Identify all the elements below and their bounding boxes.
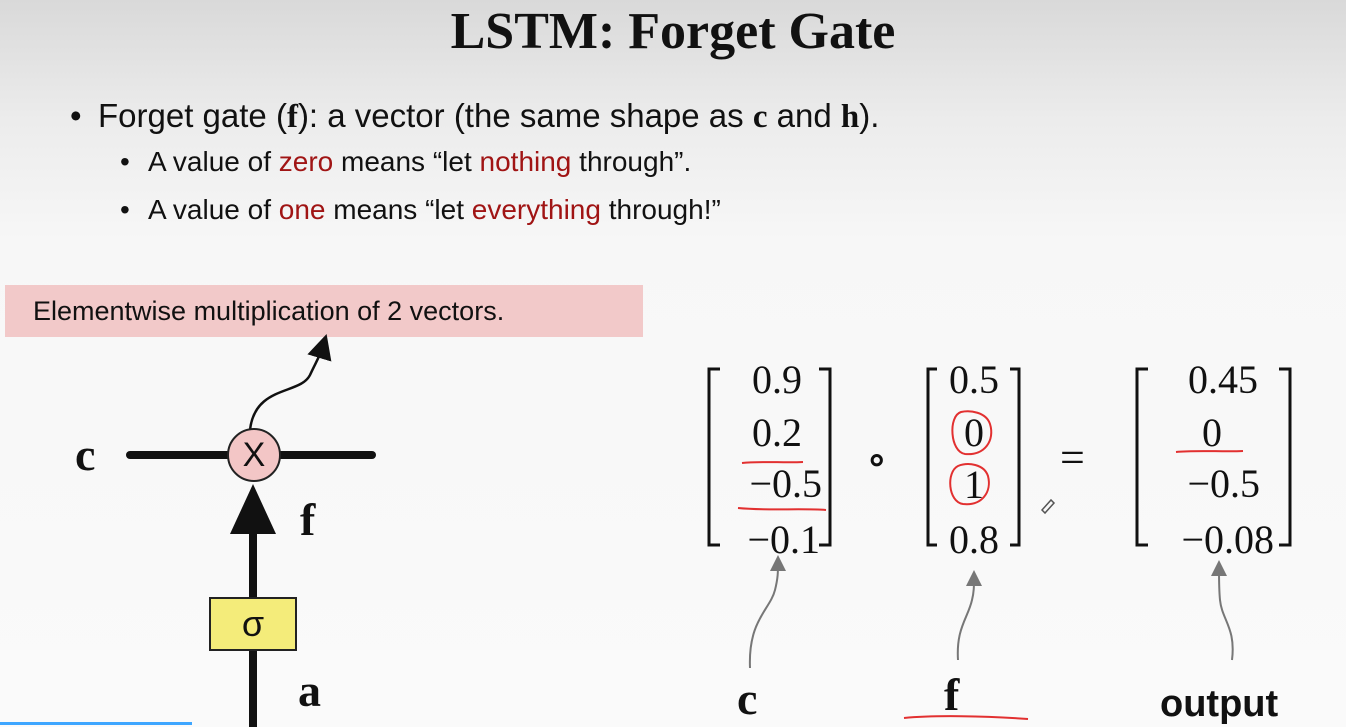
arrow-output	[1219, 568, 1233, 660]
label-pointer-arrows	[750, 563, 1233, 668]
matrix-f-value: 0.5	[949, 357, 999, 402]
diagram-label-c: c	[75, 429, 96, 480]
underline-c-row3	[738, 508, 826, 510]
multiply-node: X	[227, 428, 281, 482]
callout-box: Elementwise multiplication of 2 vectors.	[5, 285, 643, 337]
diagram-label-f: f	[300, 494, 316, 545]
pen-cursor-icon	[1042, 500, 1054, 513]
matrix-c-value: 0.9	[752, 357, 802, 402]
matrix-c-value: 0.2	[752, 410, 802, 455]
matrix-output-value: 0	[1202, 410, 1222, 455]
hadamard-operator: ∘	[866, 435, 888, 484]
matrix-f-value: 0	[964, 410, 984, 455]
equation-label-f: f	[944, 669, 960, 720]
symbol-h: h	[840, 99, 860, 135]
bullet-forget-gate: • Forget gate (f): a vector (the same shape as c and h).	[70, 94, 879, 139]
word-zero: zero	[278, 146, 334, 177]
bullet-dot: •	[120, 194, 130, 225]
video-progress-bar[interactable]	[0, 722, 192, 725]
symbol-c: c	[752, 99, 768, 135]
word-everything: everything	[471, 194, 601, 225]
bullet-one: • A value of one means “let everything through!”	[120, 187, 879, 233]
underline-f-label	[904, 716, 1028, 719]
bullet-zero: • A value of zero means “let nothing through”.	[120, 139, 879, 185]
handwritten-annotations	[738, 411, 1243, 719]
matrix-c-value: −0.1	[747, 517, 820, 562]
slide-title: LSTM: Forget Gate	[450, 3, 896, 60]
word-one: one	[278, 194, 326, 225]
symbol-f: f	[286, 99, 298, 135]
equation-label-output: output	[1160, 683, 1279, 725]
gate-arrowhead	[230, 484, 276, 534]
word-nothing: nothing	[479, 146, 572, 177]
matrix-f-value: 0.8	[949, 517, 999, 562]
matrix-output-value: −0.08	[1181, 517, 1274, 562]
matrix-f-value: 1	[964, 462, 984, 507]
sigmoid-box: σ	[209, 597, 297, 651]
matrix-c-value: −0.5	[749, 461, 822, 506]
callout-pointer-arrow	[250, 346, 323, 430]
bullet-dot: •	[120, 146, 130, 177]
matrix-output-value: −0.5	[1187, 461, 1260, 506]
arrow-f	[958, 578, 974, 660]
equals-operator: =	[1060, 433, 1085, 482]
matrix-output-value: 0.45	[1188, 357, 1258, 402]
bullet-dot: •	[70, 97, 82, 134]
arrow-c	[750, 563, 778, 668]
bracket-out-right	[1279, 369, 1290, 545]
bracket-c-right	[819, 369, 830, 545]
equation-label-c: c	[737, 673, 758, 724]
diagram-label-a: a	[298, 665, 321, 716]
